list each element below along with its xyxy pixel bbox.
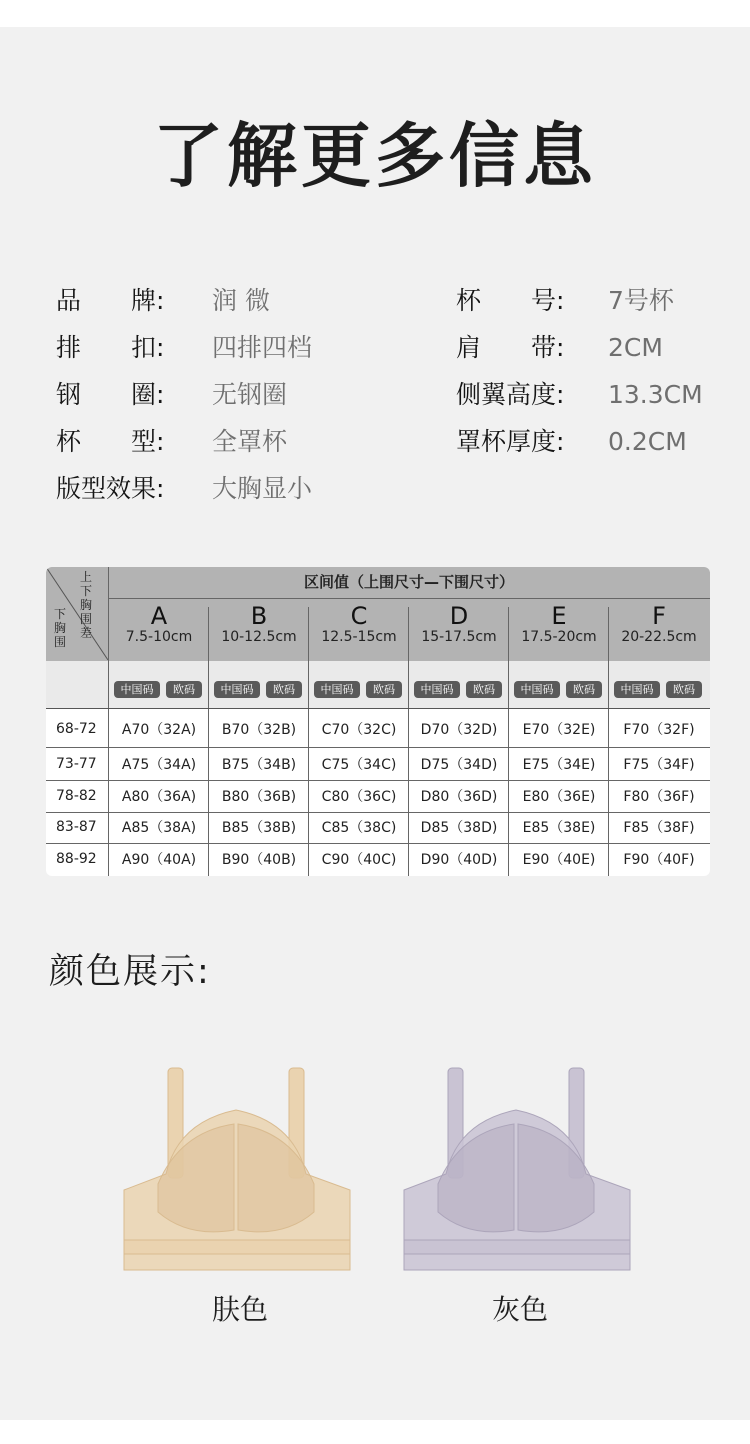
spec-label: 排 扣: [56,333,165,362]
code-tag-eu: 欧码 [566,681,602,698]
spec-value: 大胸显小 [212,474,313,503]
cup-letter: A [150,602,168,630]
spec-value: 润 微 [212,286,270,315]
size-cell: E85（38E) [522,820,596,836]
size-cell: F70（32F) [623,722,695,738]
size-cell: D80（36D) [420,789,498,805]
table-corner [46,567,108,660]
code-tag-cn: 中国码 [314,681,360,698]
spec-label: 肩 带: [456,333,565,362]
size-cell: A75（34A) [121,757,197,773]
code-tag-cn: 中国码 [514,681,560,698]
size-cell: D85（38D) [420,820,498,836]
size-cell: F75（34F) [623,757,695,773]
row-divider [46,843,710,844]
size-cell: E90（40E) [522,852,596,868]
cup-letter: E [551,602,567,630]
size-cell: C80（36C) [321,789,397,805]
spec-cup-type [56,427,288,457]
cup-range: 15-17.5cm [421,629,497,645]
color-label-grey: 灰色 [491,1293,548,1326]
cup-range: 12.5-15cm [321,629,397,645]
spec-brand [56,286,270,316]
cup-column-d [409,603,509,645]
cup-column-a [109,603,209,645]
cup-range: 17.5-20cm [521,629,597,645]
spec-label: 品 牌: [56,286,165,315]
spec-label: 杯 号: [456,286,565,315]
colors-heading: 颜色展示: [49,952,211,992]
size-cell: B80（36B) [221,789,297,805]
cup-letter: D [449,602,469,630]
size-cell: B75（34B) [221,757,297,773]
code-tag-eu: 欧码 [466,681,502,698]
code-tag-eu: 欧码 [266,681,302,698]
cup-column-e [509,603,609,645]
size-code-corner [46,661,108,708]
row-divider [46,708,710,709]
code-tag-cn: 中国码 [214,681,260,698]
code-tag-cn: 中国码 [614,681,660,698]
code-tag-eu: 欧码 [666,681,702,698]
size-cell: A80（36A) [121,789,197,805]
spec-value: 0.2CM [608,427,687,456]
cup-column-b [209,603,309,645]
spec-value: 四排四档 [212,333,313,362]
size-table [46,567,710,876]
size-cell: B70（32B) [221,722,297,738]
spec-label: 版型效果: [56,474,165,503]
code-tag-cn: 中国码 [114,681,160,698]
color-label-nude: 肤色 [211,1293,268,1326]
size-cell: E70（32E) [522,722,596,738]
cup-range: 10-12.5cm [221,629,297,645]
spec-cup-number [456,286,674,316]
corner-lower-label: 下胸围 [54,607,67,649]
row-divider [46,780,710,781]
size-cell: F80（36F) [623,789,695,805]
band-label: 78-82 [56,788,97,804]
spec-strap [456,333,663,363]
spec-value: 13.3CM [608,380,703,409]
spec-value: 全罩杯 [212,427,288,456]
cup-letter: C [350,602,368,630]
bra-illustration-nude [118,1062,358,1282]
size-cell: F90（40F) [623,852,695,868]
header-divider [108,598,710,599]
size-cell: A85（38A) [121,820,197,836]
size-cell: F85（38F) [623,820,695,836]
spec-value: 7号杯 [608,286,674,315]
page-title: 了解更多信息 [153,115,597,197]
spec-effect [56,474,313,504]
cup-column-f [609,603,709,645]
code-tag-cn: 中国码 [414,681,460,698]
row-divider [46,747,710,748]
cup-letter: F [652,602,666,630]
cup-range: 20-22.5cm [621,629,697,645]
spec-hooks [56,333,313,363]
size-cell: A90（40A) [121,852,197,868]
row-divider [46,812,710,813]
cup-letter: B [250,602,268,630]
spec-label: 侧翼高度: [456,380,565,409]
spec-cup-thickness [456,427,687,457]
size-cell: B90（40B) [221,852,297,868]
spec-label: 钢 圈: [56,380,165,409]
size-cell: C70（32C) [321,722,397,738]
size-cell: E80（36E) [522,789,596,805]
size-cell: D90（40D) [420,852,498,868]
cup-column-c [309,603,409,645]
spec-label: 杯 型: [56,427,165,456]
spec-value: 2CM [608,333,663,362]
band-label: 83-87 [56,819,97,835]
size-cell: E75（34E) [522,757,596,773]
band-label: 73-77 [56,756,97,772]
band-label: 68-72 [56,721,97,737]
size-cell: A70（32A) [121,722,197,738]
cup-range: 7.5-10cm [125,629,193,645]
code-tag-eu: 欧码 [166,681,202,698]
code-tag-eu: 欧码 [366,681,402,698]
size-cell: D75（34D) [420,757,498,773]
band-label: 88-92 [56,851,97,867]
size-cell: C75（34C) [321,757,397,773]
spec-wing-height [456,380,703,410]
size-cell: D70（32D) [420,722,498,738]
bra-illustration-grey [398,1062,638,1282]
size-cell: C90（40C) [321,852,397,868]
spec-wire [56,380,288,410]
size-table-title: 区间值（上围尺寸—下围尺寸） [303,573,514,591]
corner-upper-label: 上下胸围差 [80,570,93,640]
size-cell: C85（38C) [321,820,397,836]
spec-value: 无钢圈 [212,380,288,409]
size-cell: B85（38B) [221,820,297,836]
spec-label: 罩杯厚度: [456,427,565,456]
